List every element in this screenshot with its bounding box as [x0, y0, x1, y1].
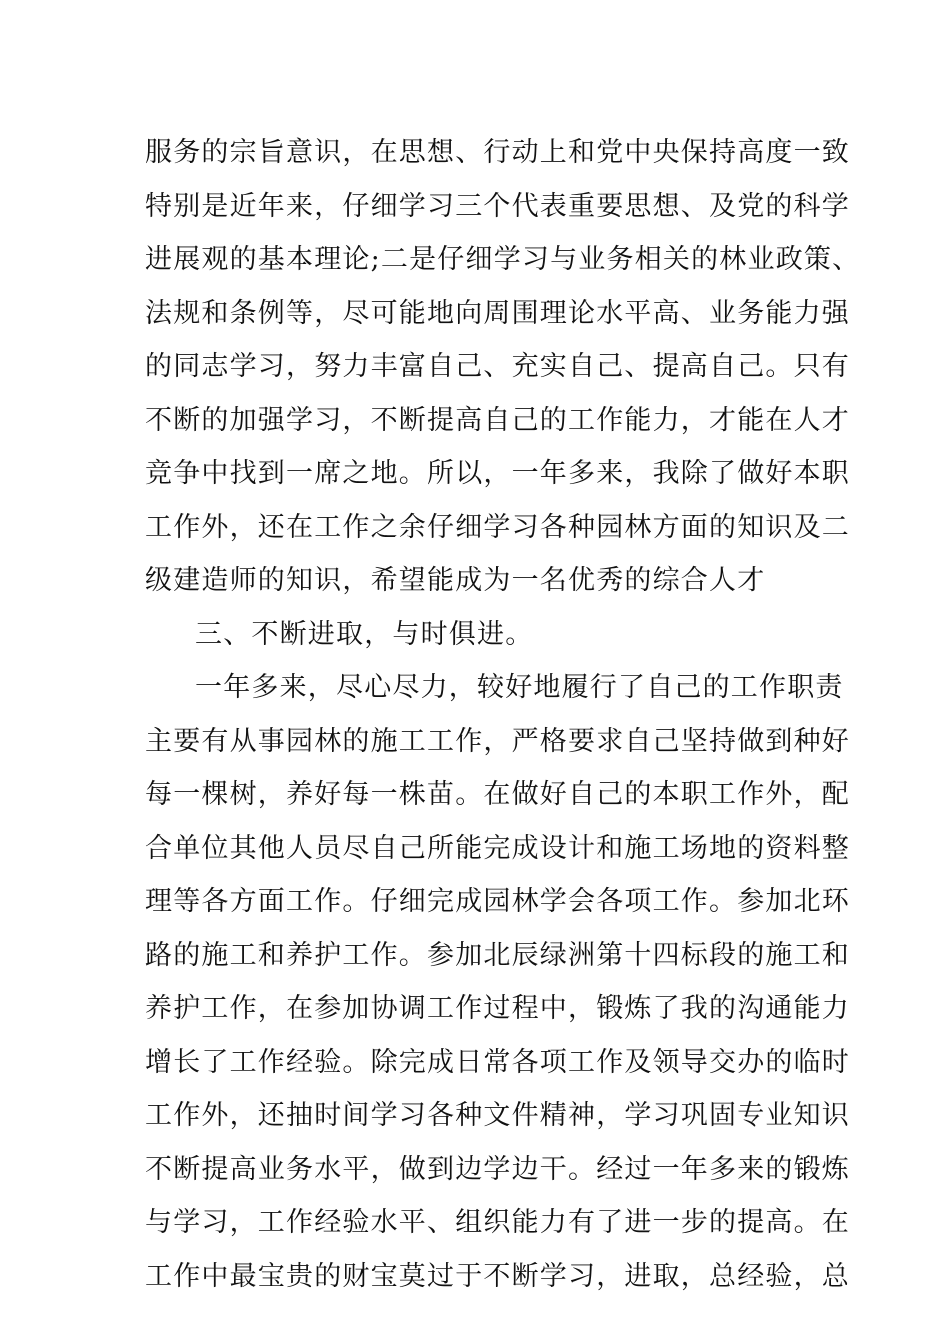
text-line: 每一棵树，养好每一株苗。在做好自己的本职工作外，配: [145, 779, 850, 810]
text-line: 理等各方面工作。仔细完成园林学会各项工作。参加北环: [145, 886, 850, 917]
text-line: 竞争中找到一席之地。所以，一年多来，我除了做好本职: [145, 458, 850, 489]
text-line: 工作中最宝贵的财宝莫过于不断学习，进取，总经验，总: [145, 1260, 850, 1292]
text-line: 特别是近年来，仔细学习三个代表重要思想、及党的科学: [145, 190, 850, 222]
text-line: 进展观的基本理论;二是仔细学习与业务相关的林业政策、: [145, 244, 861, 275]
text-line: 不断的加强学习，不断提高自己的工作能力，才能在人才: [145, 404, 850, 436]
text-line: 三、不断进取，与时俱进。: [195, 618, 534, 650]
text-line: 养护工作，在参加协调工作过程中，锻炼了我的沟通能力: [145, 993, 850, 1024]
text-line: 的同志学习，努力丰富自己、充实自己、提高自己。只有: [145, 351, 850, 382]
text-line: 工作外，还抽时间学习各种文件精神，学习巩固专业知识: [145, 1100, 850, 1131]
text-line: 法规和条例等，尽可能地向周围理论水平高、业务能力强: [145, 297, 850, 329]
text-line: 一年多来，尽心尽力，较好地履行了自己的工作职责: [195, 672, 844, 703]
text-line: 服务的宗旨意识，在思想、行动上和党中央保持高度一致: [145, 137, 850, 168]
text-line: 主要有从事园林的施工工作，严格要求自己坚持做到种好: [145, 725, 850, 757]
text-line: 路的施工和养护工作。参加北辰绿洲第十四标段的施工和: [145, 939, 850, 971]
text-line: 与学习，工作经验水平、组织能力有了进一步的提高。在: [145, 1207, 850, 1238]
body-text: [145, 126, 861, 1303]
text-line: 不断提高业务水平，做到边学边干。经过一年多来的锻炼: [145, 1153, 850, 1185]
text-line: 级建造师的知识，希望能成为一名优秀的综合人才: [145, 565, 766, 596]
text-line: 增长了工作经验。除完成日常各项工作及领导交办的临时: [145, 1046, 850, 1078]
text-line: 工作外，还在工作之余仔细学习各种园林方面的知识及二: [145, 511, 850, 543]
text-line: 合单位其他人员尽自己所能完成设计和施工场地的资料整: [145, 832, 850, 864]
